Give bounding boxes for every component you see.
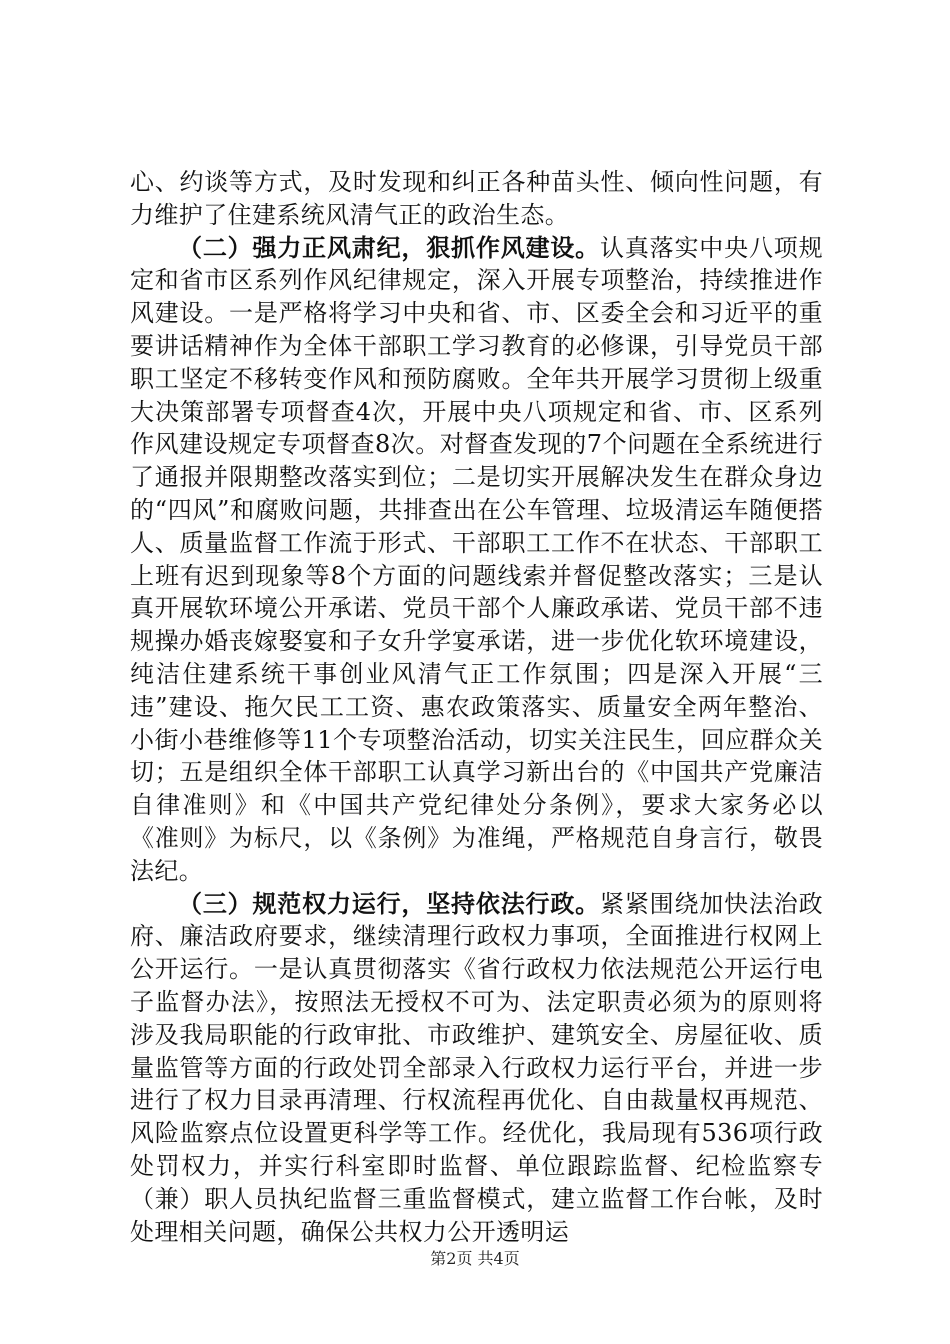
paragraph-text: 认真落实中央八项规定和省市区系列作风纪律规定，深入开展专项整治，持续推进作风建设。一是严格将学习中央和省、市、区委全会和习近平的重要讲话精神作为全体干部职工学习教育的必修课，引导党员干部职工坚定不移转变作风和预防腐败。全年共开展学习贯彻上级重大决策部署专项督查4次，开展中央八项规定和省、市、区系列作风建设规定专项督查8次。对督查发现的7个问题在全系统进行了通报并限期整改落实到位；二是切实开展解决发生在群众身边的“四风”和腐败问题，共排查出在公车管理、垃圾清运车随便搭人、质量监督工作流于形式、干部职工工作不在状态、干部职工上班有迟到现象等8个方面的问题线索并督促整改落实；三是认真开展软环境公开承诺、党员干部个人廉政承诺、党员干部不违规操办婚丧嫁娶宴和子女升学宴承诺，进一步优化软环境建设，纯洁住建系统干事创业风清气正工作氛围；四是深入开展“三违”建设、拖欠民工工资、惠农政策落实、质量安全两年整治、小街小巷维修等11个专项整治活动，切实关注民生，回应群众关切；五是组织全体干部职工认真学习新出台的《中国共产党廉洁自律准则》和《中国共产党纪律处分条例》，要求大家务必以《准则》为标尺，以《条例》为准绳，严格规范自身言行，敬畏法纪。 <box>130 233 823 885</box>
paragraph-continuation <box>130 166 823 232</box>
paragraph-section-3 <box>130 888 823 1249</box>
document-body <box>130 166 823 1248</box>
page-number-footer: 第2页 共4页 <box>430 1249 520 1268</box>
paragraph-section-2 <box>130 232 823 888</box>
section-heading: （三）规范权力运行，坚持依法行政。 <box>178 889 600 918</box>
paragraph-text: 心、约谈等方式，及时发现和纠正各种苗头性、倾向性问题，有力维护了住建系统风清气正的政治生态。 <box>130 168 823 229</box>
paragraph-text: 紧紧围绕加快法治政府、廉洁政府要求，继续清理行政权力事项，全面推进行权网上公开运行。一是认真贯彻落实《省行政权力依法规范公开运行电子监督办法》，按照法无授权不可为、法定职责必须为的原则将涉及我局职能的行政审批、市政维护、建筑安全、房屋征收、质量监管等方面的行政处罚全部录入行政权力运行平台，并进一步进行了权力目录再清理、行权流程再优化、自由裁量权再规范、风险监察点位设置更科学等工作。经优化，我局现有536项行政处罚权力，并实行科室即时监督、单位跟踪监督、纪检监察专（兼）职人员执纪监督三重监督模式，建立监督工作台帐，及时处理相关问题，确保公共权力公开透明运 <box>130 889 823 1246</box>
section-heading: （二）强力正风肃纪，狠抓作风建设。 <box>178 233 600 262</box>
